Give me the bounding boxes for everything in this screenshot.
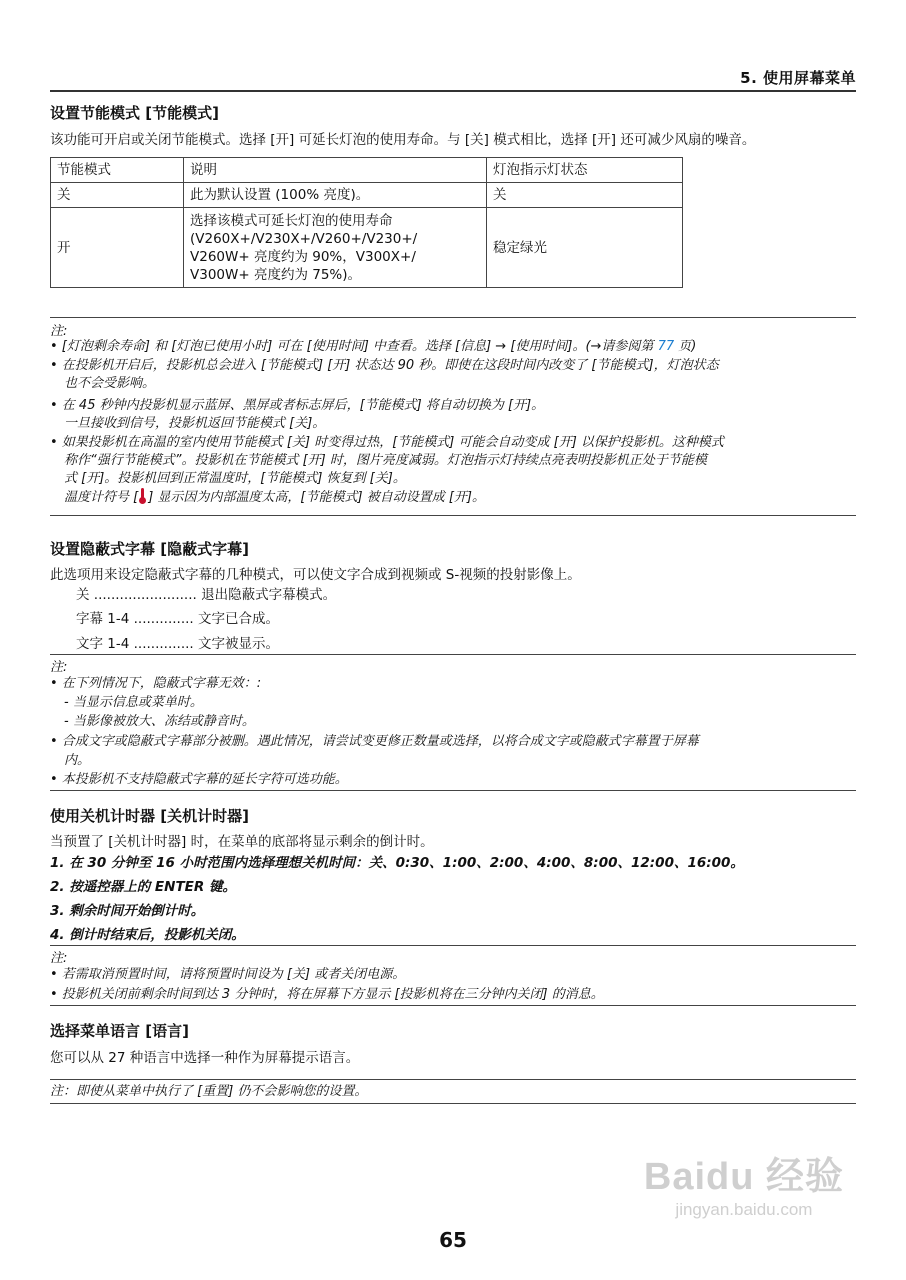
note-item: 内。 [64, 753, 91, 768]
eco-mode-table [50, 157, 683, 288]
table-header-cell: 灯泡指示灯状态 [487, 158, 683, 183]
note-text: 一旦接收到信号，投影机返回节能模式 [关]。 [64, 416, 326, 431]
note-item [50, 397, 856, 433]
page-link[interactable]: 77 [657, 339, 675, 354]
eco-heading: 设置节能模式 [节能模式] [50, 104, 219, 122]
table-header-cell: 说明 [184, 158, 487, 183]
note-divider [50, 654, 856, 655]
note-divider [50, 790, 856, 791]
lang-heading: 选择菜单语言 [语言] [50, 1022, 189, 1040]
note-item: • 本投影机不支持隐蔽式字幕的延长字符可选功能。 [50, 772, 348, 787]
note-label: 注: [50, 660, 68, 675]
cc-heading: 设置隐蔽式字幕 [隐蔽式字幕] [50, 540, 249, 558]
note-text: 页) [674, 339, 697, 354]
desc-line: (V260X+/V230X+/V260+/V230+/ [190, 230, 418, 247]
table-header-cell: 节能模式 [51, 158, 184, 183]
watermark-url: jingyan.baidu.com [675, 1200, 813, 1219]
timer-intro: 当预置了 [关机计时器] 时，在菜单的底部将显示剩余的倒计时。 [50, 834, 434, 850]
note-text: • 如果投影机在高温的室内使用节能模式 [关] 时变得过热，[节能模式] 可能会自动变成 [开] 以保护投影机。这种模式 [50, 435, 724, 450]
cc-option-value: 退出隐蔽式字幕模式。 [201, 587, 337, 603]
table-cell-desc [184, 208, 487, 288]
lang-intro: 您可以从 27 种语言中选择一种作为屏幕提示语言。 [50, 1050, 360, 1066]
note-divider [50, 317, 856, 318]
desc-line: V300W+ 亮度约为 75%)。 [190, 266, 362, 283]
cc-option-value: 文字被显示。 [198, 636, 280, 652]
cc-intro: 此选项用来设定隐蔽式字幕的几种模式，可以使文字合成到视频或 S-视频的投射影像上。 [50, 567, 581, 583]
table-cell-desc: 此为默认设置 (100% 亮度)。 [184, 183, 487, 208]
leader-dots: .............. [129, 636, 199, 652]
timer-heading: 使用关机计时器 [关机计时器] [50, 807, 249, 825]
note-text: ] 显示因为内部温度太高，[节能模式] 被自动设置成 [开]。 [148, 490, 485, 505]
page-number: 65 [439, 1228, 467, 1252]
leader-dots: ........................ [89, 587, 202, 603]
note-text: • 在投影机开启后，投影机总会进入 [节能模式] [开] 状态达 90 秒。即使在这段时间内改变了 [节能模式]，灯泡状态 [50, 358, 719, 373]
cc-option-key: 文字 1-4 [76, 636, 130, 652]
note-text: 温度计符号 [ [64, 490, 139, 505]
note-item: - 当显示信息或菜单时。 [64, 695, 203, 710]
note-item: • 若需取消预置时间，请将预置时间设为 [关] 或者关闭电源。 [50, 967, 406, 982]
leader-dots: .............. [129, 611, 199, 627]
note-item: - 当影像被放大、冻结或静音时。 [64, 714, 255, 729]
header-divider [50, 90, 856, 92]
cc-option-key: 关 [76, 587, 90, 603]
note-text: 也不会受影响。 [64, 376, 156, 391]
note-text-thermometer [50, 488, 856, 507]
section-header: 5. 使用屏幕菜单 [740, 69, 856, 87]
note-item: • 在下列情况下，隐蔽式字幕无效：: [50, 676, 262, 691]
note-divider [50, 515, 856, 516]
table-cell-mode: 开 [51, 208, 184, 288]
note-divider [50, 945, 856, 946]
note-item [50, 357, 856, 393]
table-cell-lamp: 关 [487, 183, 683, 208]
note-divider [50, 1103, 856, 1104]
desc-line: V260W+ 亮度约为 90%，V300X+/ [190, 248, 416, 265]
cc-option-key: 字幕 1-4 [76, 611, 130, 627]
note-text: • 在 45 秒钟内投影机显示蓝屏、黑屏或者标志屏后，[节能模式] 将自动切换为 [开]。 [50, 398, 545, 413]
note-item: • 合成文字或隐蔽式字幕部分被删。遇此情况，请尝试变更修正数量或选择，以将合成文字或隐蔽式字幕置于屏幕 [50, 734, 699, 749]
cc-option [76, 583, 336, 603]
cc-option [76, 607, 279, 627]
thermometer-icon [138, 488, 148, 504]
timer-step: 3. 剩余时间开始倒计时。 [50, 903, 205, 919]
note-label: 注: [50, 951, 68, 966]
note-label: 注: [50, 324, 68, 339]
cc-option [76, 632, 279, 652]
table-cell-mode: 关 [51, 183, 184, 208]
note-item: • 投影机关闭前剩余时间到达 3 分钟时，将在屏幕下方显示 [投影机将在三分钟内关闭] 的消息。 [50, 987, 604, 1002]
lang-note: 注：即使从菜单中执行了 [重置] 仍不会影响您的设置。 [50, 1084, 368, 1099]
cc-option-value: 文字已合成。 [198, 611, 280, 627]
watermark-logo: Baidu 经验 [643, 1156, 844, 1198]
table-header-row [51, 158, 683, 183]
table-row [51, 183, 683, 208]
note-divider [50, 1079, 856, 1080]
note-divider [50, 1005, 856, 1006]
note-item [50, 338, 856, 356]
watermark [644, 1145, 844, 1220]
table-row [51, 208, 683, 288]
table-cell-lamp: 稳定绿光 [487, 208, 683, 288]
eco-intro: 该功能可开启或关闭节能模式。选择 [开] 可延长灯泡的使用寿命。与 [关] 模式相比，选择 [开] 还可减少风扇的噪音。 [50, 132, 756, 148]
timer-step: 4. 倒计时结束后，投影机关闭。 [50, 927, 245, 943]
desc-line: 选择该模式可延长灯泡的使用寿命 [190, 212, 393, 229]
timer-step: 1. 在 30 分钟至 16 小时范围内选择理想关机时间：关、0:30、1:00、2:00、4:00、8:00、12:00、16:00。 [50, 855, 744, 871]
note-item [50, 434, 856, 507]
note-text: 式 [开]。投影机回到正常温度时，[节能模式] 恢复到 [关]。 [64, 471, 406, 486]
note-text: 称作“强行节能模式”。投影机在节能模式 [开] 时，图片亮度减弱。灯泡指示灯持续点亮表明投影机正处于节能模 [64, 453, 707, 468]
note-text: • [灯泡剩余寿命] 和 [灯泡已使用小时] 可在 [使用时间] 中查看。选择 [信息] → [使用时间]。(→请参阅第 [50, 339, 658, 354]
timer-step: 2. 按遥控器上的 ENTER 键。 [50, 879, 236, 895]
